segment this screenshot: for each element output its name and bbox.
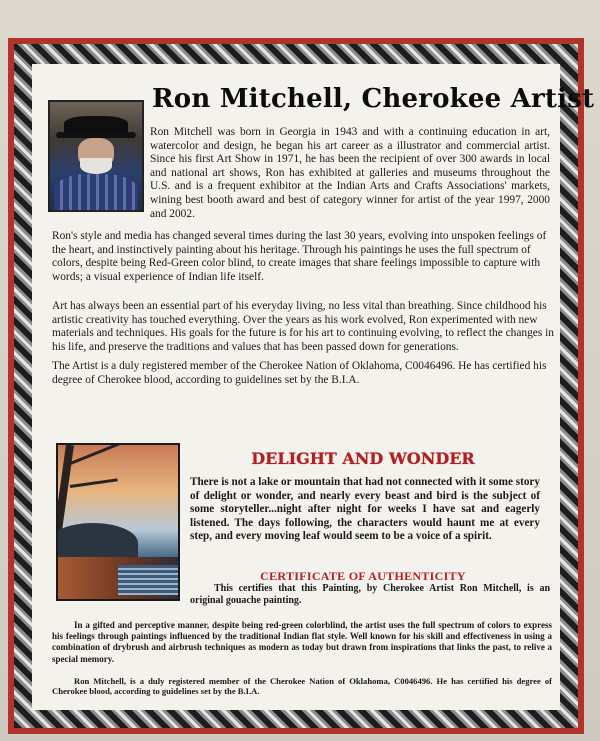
- certificate-text: This certifies that this Painting, by Cherokee Artist Ron Mitchell, is an original gouache painting.: [190, 583, 550, 606]
- certificate-title: CERTIFICATE OF AUTHENTICITY: [260, 569, 466, 583]
- bio-paragraph-membership: The Artist is a duly registered member of the Cherokee Nation of Oklahoma, C0046496. He has certified his degree of Cherokee blood, according to guidelines set by the B.I.A.: [52, 360, 547, 386]
- bio-paragraph-style: Ron's style and media has changed several times during the last 30 years, evolving into unspoken feelings of the heart, and instinctively painting about his heritage. Through his paintings he uses the full spectrum of colors, despite being Red-Green color blind, to create images that share feelings impossible to capture with words; a visual experience of Indian life itself.: [52, 230, 547, 283]
- painting-title: DELIGHT AND WONDER: [251, 449, 475, 468]
- artist-portrait: [48, 100, 144, 212]
- tree-branch-shape: [67, 443, 124, 466]
- painting-thumbnail: [56, 443, 180, 601]
- bio-paragraph-art: Art has always been an essential part of his everyday living, no less vital than breathing. Since childhood his artistic creativity has touched everything. Over the years as his work evolved, Ron experimented with new materials and techniques. His goals for the future is for his art to continuing evolving, to reflect the changes in his life, and preserve the traditions and values that has been passed down for generations.: [52, 300, 554, 353]
- beard-shape: [80, 158, 112, 174]
- certificate-description: In a gifted and perceptive manner, despite being red-green colorblind, the artist uses the full spectrum of colors to express his feelings through paintings influenced by the traditional Indian flat style. Well known for his skill and effectiveness in using a combination of drybrush and airbrush techniques as modern as today but drawn from inspirations that links the past, to relive a special memory.: [52, 620, 552, 664]
- page-title: Ron Mitchell, Cherokee Artist: [152, 84, 595, 114]
- water-reflection-shape: [118, 565, 178, 595]
- certificate-membership: Ron Mitchell, is a duly registered member of the Cherokee Nation of Oklahoma, C0046496. He has certified his degree of Cherokee blood, according to guidelines set by the B.I.A.: [52, 676, 552, 697]
- painting-quote: There is not a lake or mountain that had not connected with it some story of delight or wonder, and nearly every beast and bird is the subject of some storyteller...night after night for weeks I have sat and eagerly listened. The days following, the characters would haunt me at every step, and every moving leaf would seem to be a voice of a spirit.: [190, 476, 540, 543]
- tree-branch-shape: [70, 478, 118, 488]
- shirt-shape: [54, 174, 138, 212]
- bio-intro: Ron Mitchell was born in Georgia in 1943 and with a continuing education in art, watercolor and design, he began his art career as a illustrator and commercial artist. Since his first Art Show in 1971, he has been the recipient of over 300 awards in local and national art shows, Ron has exhibited at galleries and museums throughout the U.S. and is a frequent exhibitor at the Indian Arts and Crafts Associations' markets, wining best booth award and best of category winner for artist of the year 1997, 2000 and 2002.: [150, 126, 550, 220]
